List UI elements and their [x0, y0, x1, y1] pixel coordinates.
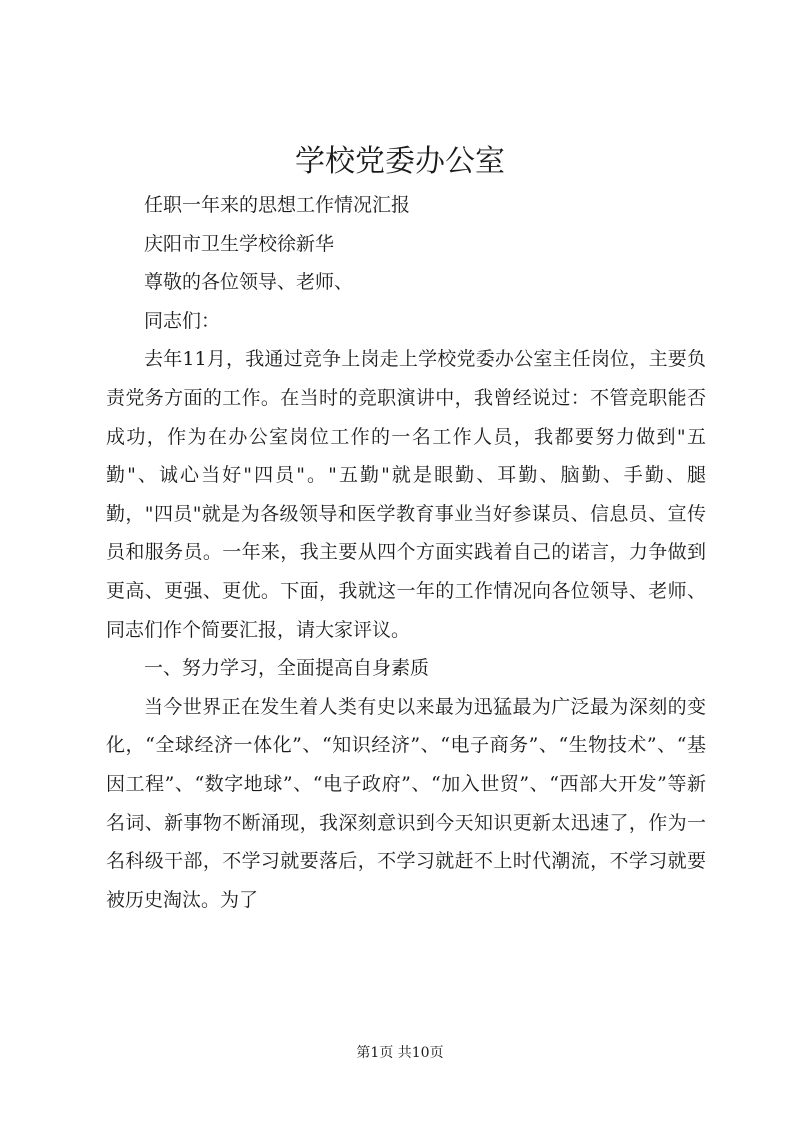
document-body — [106, 186, 706, 919]
salutation-line-1: 尊敬的各位领导、老师、 — [144, 271, 354, 294]
section-heading: 一、努力学习，全面提高自身素质 — [144, 657, 430, 680]
document-title: 学校党委办公室 — [295, 144, 505, 179]
author-line: 庆阳市卫生学校徐新华 — [144, 232, 335, 255]
salutation-line-2: 同志们： — [144, 309, 221, 332]
body-paragraph: 去年11月，我通过竞争上岗走上学校党委办公室主任岗位，主要负责党务方面的工作。在当时的竞职演讲中，我曾经说过：不管竞职能否成功，作为在办公室岗位工作的一名工作人员，我都要努力做到"五勤"、诚心当好"四员"。"五勤"就是眼勤、耳勤、脑勤、手勤、腿勤，"四员"就是为各级领导和医学教育事业当好参谋员、信息员、宣传员和服务员。一年来，我主要从四个方面实践着自己的诺言，力争做到更高、更强、更优。下面，我就这一年的工作情况向各位领导、老师、同志们作个简要汇报，请大家评议。 — [106, 348, 706, 641]
report-subtitle: 任职一年来的思想工作情况汇报 — [144, 194, 411, 216]
page-footer: 第1页 共10页 — [356, 1045, 444, 1061]
body-paragraph: 当今世界正在发生着人类有史以来最为迅猛最为广泛最为深刻的变化，“全球经济一体化”、“知识经济”、“电子商务”、“生物技术”、“基因工程”、“数字地球”、“电子政府”、“加入世贸”、“西部大开发”等新名词、新事物不断涌现，我深刻意识到今天知识更新太迅速了，作为一名科级干部，不学习就要落后，不学习就赶不上时代潮流，不学习就要被历史淘汰。为了 — [106, 695, 706, 911]
